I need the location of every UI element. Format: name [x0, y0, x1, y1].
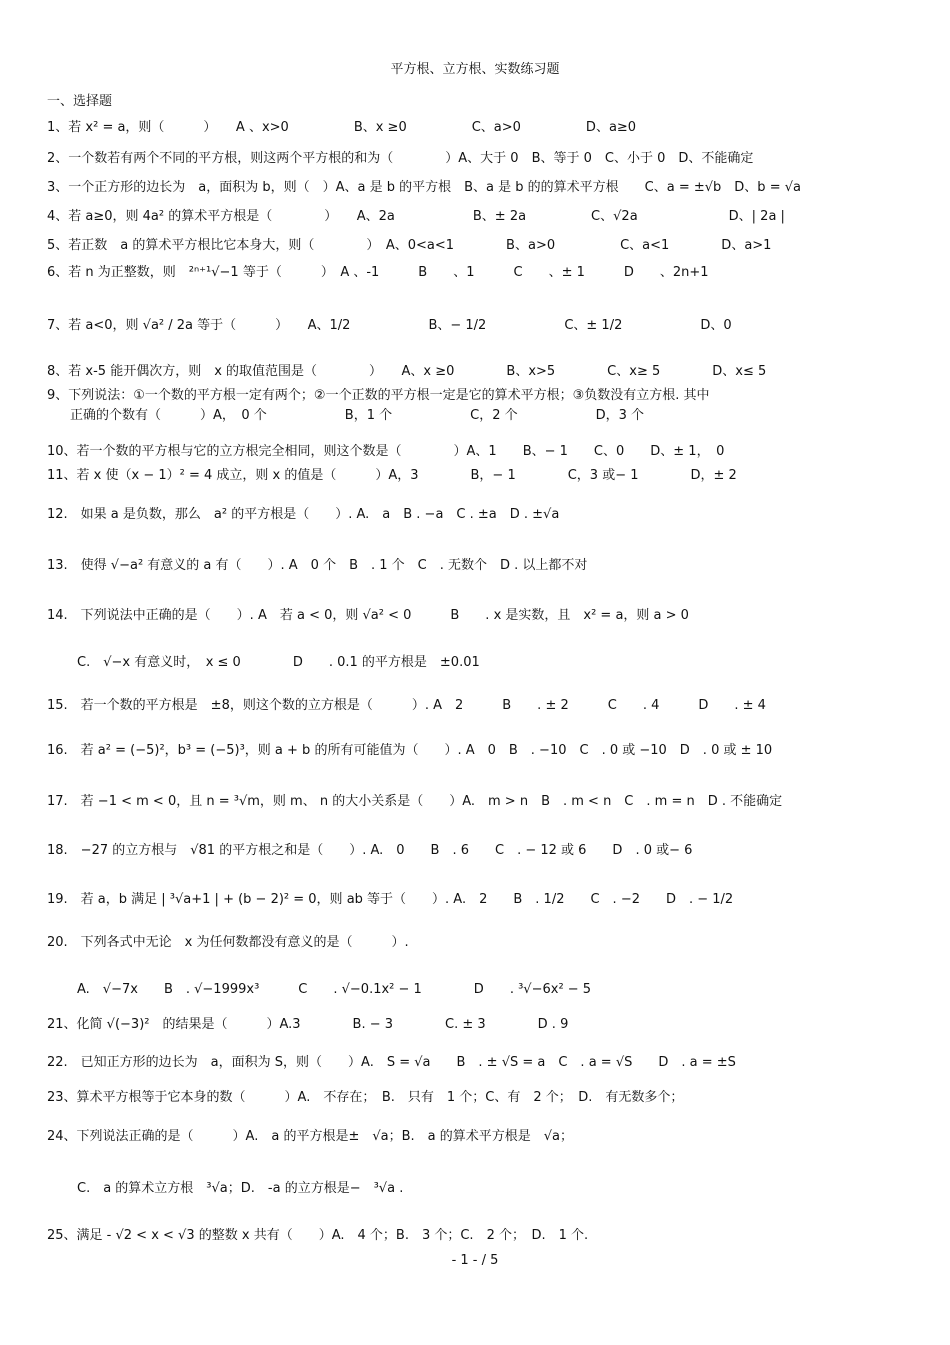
question-13: 13. 使得 √−a² 有意义的 a 有（ ）. A 0 个 B . 1 个 C . 无数个 D . 以上都不对	[47, 557, 588, 573]
question-9-line-2: 正确的个数有（ ）A， 0 个 B，1 个 C，2 个 D，3 个	[70, 408, 645, 423]
question-3: 3、一个正方形的边长为 a，面积为 b，则（ ）A、a 是 b 的平方根 B、a 是 b 的的算术平方根 C、a = ±√b D、b = √a	[47, 179, 801, 195]
question-25: 25、满足 - √2 < x < √3 的整数 x 共有（ ）A. 4 个；B. 3 个；C. 2 个； D. 1 个.	[47, 1227, 589, 1243]
question-21: 21、化简 √(−3)² 的结果是（ ）A.3 B. − 3 C. ± 3 D . 9	[47, 1016, 569, 1032]
section-heading: 一、选择题	[47, 94, 113, 109]
question-6: 6、若 n 为正整数，则 ²ⁿ⁺¹√−1 等于（ ） A 、-1 B 、1 C 、± 1 D 、2n+1	[47, 264, 709, 280]
question-2: 2、一个数若有两个不同的平方根，则这两个平方根的和为（ ）A、大于 0 B、等于 0 C、小于 0 D、不能确定	[47, 150, 754, 166]
question-20: 20. 下列各式中无论 x 为任何数都没有意义的是（ ）.	[47, 934, 409, 950]
question-15: 15. 若一个数的平方根是 ±8，则这个数的立方根是（ ）. A 2 B . ± 2 C . 4 D . ± 4	[47, 697, 766, 713]
question-12: 12. 如果 a 是负数，那么 a² 的平方根是（ ）. A. a B . −a C . ±a D . ±√a	[47, 506, 560, 522]
page-title: 平方根、立方根、实数练习题	[390, 62, 560, 77]
question-5: 5、若正数 a 的算术平方根比它本身大，则（ ） A、0<a<1 B、a>0 C、a<1 D、a>1	[47, 237, 772, 253]
page-footer: - 1 - / 5	[451, 1253, 499, 1268]
question-14-options: C. √−x 有意义时， x ≤ 0 D . 0.1 的平方根是 ±0.01	[77, 654, 480, 670]
question-8: 8、若 x-5 能开偶次方，则 x 的取值范围是（ ） A、x ≥0 B、x>5 C、x≥ 5 D、x≤ 5	[47, 363, 767, 379]
question-10: 10、若一个数的平方根与它的立方根完全相同，则这个数是（ ）A、1 B、− 1 C、0 D、± 1， 0	[47, 443, 725, 459]
question-7: 7、若 a<0，则 √a² / 2a 等于（ ） A、1/2 B、− 1/2 C、± 1/2 D、0	[47, 317, 732, 333]
question-23: 23、算术平方根等于它本身的数（ ）A. 不存在； B. 只有 1 个；C、有 2 个； D. 有无数多个；	[47, 1089, 684, 1105]
question-9-line-1: 9、下列说法：①一个数的平方根一定有两个；②一个正数的平方根一定是它的算术平方根；③负数没有立方根. 其中	[47, 388, 710, 403]
question-17: 17. 若 −1 < m < 0，且 n = ³√m，则 m、 n 的大小关系是（ ）A. m > n B . m < n C . m = n D . 不能确定	[47, 793, 783, 809]
question-18: 18. −27 的立方根与 √81 的平方根之和是（ ）. A. 0 B . 6 C . − 12 或 6 D . 0 或− 6	[47, 842, 693, 858]
question-16: 16. 若 a² = (−5)²，b³ = (−5)³，则 a + b 的所有可能值为（ ）. A 0 B . −10 C . 0 或 −10 D . 0 或 ± 10	[47, 742, 773, 758]
question-9	[47, 386, 917, 426]
question-1: 1、若 x² = a，则（ ） A 、x>0 B、x ≥0 C、a>0 D、a≥0	[47, 119, 637, 135]
question-24-options: C. a 的算术立方根 ³√a；D. -a 的立方根是− ³√a .	[77, 1180, 404, 1196]
question-19: 19. 若 a，b 满足 | ³√a+1 | + (b − 2)² = 0，则 ab 等于（ ）. A. 2 B . 1/2 C . −2 D . − 1/2	[47, 891, 734, 907]
question-22: 22. 已知正方形的边长为 a，面积为 S，则（ ）A. S = √a B . ± √S = a C . a = √S D . a = ±S	[47, 1054, 736, 1070]
question-11: 11、若 x 使（x − 1）² = 4 成立，则 x 的值是（ ）A，3 B，− 1 C，3 或− 1 D，± 2	[47, 467, 737, 483]
question-24: 24、下列说法正确的是（ ）A. a 的平方根是± √a；B. a 的算术平方根是 √a；	[47, 1128, 573, 1144]
question-14: 14. 下列说法中正确的是（ ）. A 若 a < 0，则 √a² < 0 B . x 是实数，且 x² = a，则 a > 0	[47, 607, 689, 623]
question-4: 4、若 a≥0，则 4a² 的算术平方根是（ ） A、2a B、± 2a C、√2a D、| 2a |	[47, 208, 785, 224]
question-20-options: A. √−7x B . √−1999x³ C . √−0.1x² − 1 D . ³√−6x² − 5	[77, 981, 592, 997]
